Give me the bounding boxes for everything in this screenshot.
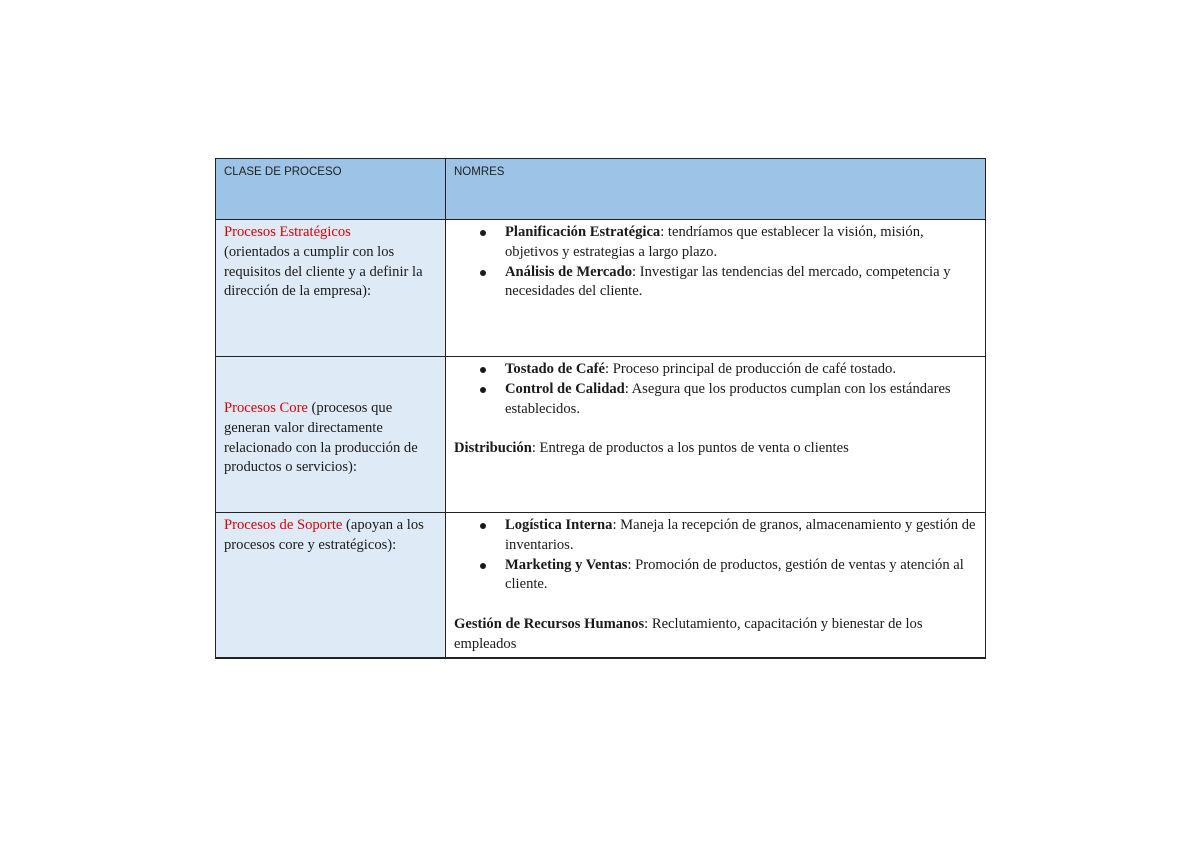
- item-text: : Maneja la recepción de granos, almacenamiento y gestión de inventarios.: [505, 517, 976, 553]
- item-title: Marketing y Ventas: [505, 556, 628, 573]
- category-cell: [216, 357, 446, 513]
- item-title: Tostado de Café: [505, 361, 606, 377]
- process-list: [454, 360, 977, 419]
- paragraph-title: Distribución: [454, 440, 532, 457]
- category-description: (orientados a cumplir con los requisitos del cliente y a definir la dirección de la empresa):: [224, 243, 423, 300]
- item-text: : Investigar las tendencias del mercado, competencia y necesidades del cliente.: [505, 263, 951, 300]
- table-header-row: [216, 159, 986, 220]
- process-paragraph: [454, 439, 977, 459]
- paragraph-text: : Entrega de productos a los puntos de venta o clientes: [531, 440, 849, 457]
- item-text: : tendríamos que establecer la visión, misión, objetivos y estrategias a largo plazo.: [505, 224, 924, 260]
- item-title: Logística Interna: [505, 517, 613, 533]
- item-title: Análisis de Mercado: [505, 263, 633, 280]
- list-item: [505, 223, 977, 263]
- category-cell: [216, 220, 446, 357]
- process-table: [215, 158, 986, 659]
- item-text: : Proceso principal de producción de café tostado.: [605, 361, 896, 377]
- process-paragraph: [454, 615, 977, 655]
- category-name: Procesos de Soporte: [224, 517, 343, 533]
- processes-cell: [446, 513, 986, 658]
- list-item: [505, 360, 977, 380]
- paragraph-title: Gestión de Recursos Humanos: [454, 615, 645, 632]
- list-item: [505, 556, 977, 596]
- paragraph-text: : Reclutamiento, capacitación y bienestar de los empleados: [454, 615, 923, 652]
- process-list: [454, 223, 977, 302]
- processes-cell: [446, 220, 986, 357]
- list-item: [505, 380, 977, 420]
- item-text: : Promoción de productos, gestión de ventas y atención al cliente.: [505, 556, 964, 593]
- processes-cell: [446, 357, 986, 513]
- table-row: [216, 220, 986, 357]
- list-item: [505, 263, 977, 303]
- category-cell: [216, 513, 446, 658]
- process-list: [454, 516, 977, 595]
- table-row: [216, 357, 986, 513]
- header-nombres: NOMRES: [446, 159, 986, 220]
- category-description: (apoyan a los procesos core y estratégicos):: [224, 517, 424, 553]
- category-description: (procesos que generan valor directamente relacionado con la producción de productos o servicios):: [224, 400, 418, 476]
- table-row: [216, 513, 986, 658]
- list-item: [505, 516, 977, 556]
- category-name: Procesos Estratégicos: [224, 224, 351, 240]
- category-name: Procesos Core: [224, 400, 308, 416]
- item-text: : Asegura que los productos cumplan con los estándares establecidos.: [505, 380, 951, 417]
- item-title: Planificación Estratégica: [505, 224, 661, 240]
- item-title: Control de Calidad: [505, 380, 625, 397]
- header-clase-de-proceso: CLASE DE PROCESO: [216, 159, 446, 220]
